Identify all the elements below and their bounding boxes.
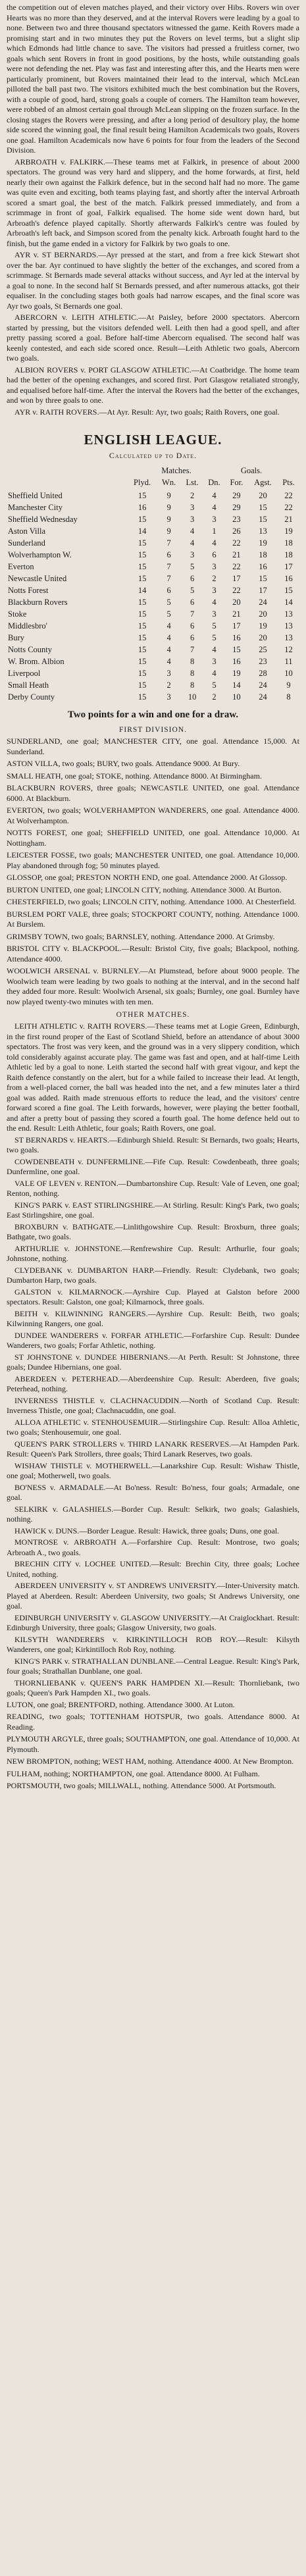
result-paragraph: NEW BROMPTON, nothing; WEST HAM, nothing. Attendance 4000. At New Brompton.	[7, 1757, 294, 1766]
cell-points: 13	[284, 633, 293, 642]
league-table	[7, 466, 299, 703]
cell-drawn: 3	[212, 515, 217, 524]
other-matches-results	[7, 1021, 299, 1699]
result-paragraph: COWDENBEATH v. DUNFERMLINE.—Fife Cup. Result: Cowdenbeath, three goals; Dunfermline, one goal.	[7, 1156, 299, 1176]
table-row	[7, 513, 299, 525]
cell-points: 16	[284, 574, 293, 583]
result-paragraph: DUNDEE WANDERERS v. FORFAR ATHLETIC.—Forfarshire Cup. Result: Dundee Wanderers, two goals; Forfar Athletic, nothing.	[7, 1330, 299, 1350]
scottish-match-reports	[7, 3, 299, 417]
cell-lost: 6	[190, 574, 195, 583]
cell-goals-for: 10	[232, 692, 241, 702]
report-paragraph: ARBROATH v. FALKIRK.—These teams met at Falkirk, in presence of about 2000 spectators. The ground was very hard and slippery, and the home forwards, at first, held nearly their own against the Falkirk defence, but in the second half had no more. The game was quite even and exciting, both teams playing fast, and shortly after the interval Arbroath scored a smart goal, the best of the match. Falkirk pressed immediately, and from a scrimmage in front of goal, Falkirk equalised. The home side went down hard, but Arbroath's defence played capitally. Shortly afterwards Falkirk's centre was fouled by Arbroath's left back, and Simpson scored from the penalty kick. Arbroath fought hard to the finish, but the game ended in a victory for Falkirk by two goals to one.	[7, 157, 299, 248]
table-row	[7, 502, 299, 513]
col-drawn: Dn.	[208, 478, 220, 487]
cell-drawn: 4	[212, 645, 217, 654]
cell-played: 15	[138, 621, 147, 631]
cell-played: 15	[138, 598, 147, 607]
result-paragraph: ASTON VILLA, two goals; BURY, two goals. Attendance 9000. At Bury.	[7, 759, 240, 768]
cell-played: 15	[138, 515, 147, 524]
cell-goals-against: 17	[259, 586, 267, 595]
cell-goals-against: 24	[259, 681, 267, 690]
club-name: Sheffield United	[8, 491, 63, 500]
cell-won: 4	[166, 633, 171, 642]
cell-played: 15	[138, 669, 147, 678]
result-paragraph: READING, two goals; TOTTENHAM HOTSPUR, two goals. Attendance 8000. At Reading.	[7, 1712, 299, 1732]
result-paragraph: CLYDEBANK v. DUMBARTON HARP.—Friendly. Result: Clydebank, two goals; Dumbarton Harp, two goals.	[7, 1265, 299, 1285]
cell-played: 15	[138, 657, 147, 666]
cell-lost: 6	[190, 621, 195, 631]
club-name: Sunderland	[8, 538, 45, 548]
cell-points: 12	[284, 645, 293, 654]
table-row	[7, 596, 299, 608]
cell-won: 7	[166, 562, 171, 571]
cell-points: 13	[284, 621, 293, 631]
cell-goals-for: 21	[232, 609, 241, 619]
result-paragraph: ALLOA ATHLETIC v. STENHOUSEMUIR.—Stirlingshire Cup. Result: Alloa Athletic, two goals; Stenhousemuir, one goal.	[7, 1417, 299, 1437]
cell-points: 8	[286, 692, 291, 702]
club-name: Middlesbro'	[8, 621, 47, 631]
header-blank	[7, 478, 128, 490]
club-name: Notts Forest	[8, 586, 49, 595]
section-subtitle: Calculated up to Date.	[109, 451, 197, 460]
result-paragraph: FULHAM, nothing; NORTHAMPTON, one goal. Attendance 8000. At Fulham.	[7, 1768, 260, 1778]
cell-played: 15	[138, 609, 147, 619]
cell-lost: 5	[190, 586, 195, 595]
points-note: Two points for a win and one for a draw.	[67, 709, 239, 720]
cell-lost: 8	[190, 681, 195, 690]
result-paragraph: THORNLIEBANK v. QUEEN'S PARK HAMPDEN XI.—Result: Thornliebank, two goals; Queen's Park Hampden XI., two goals.	[7, 1678, 299, 1697]
cell-lost: 8	[190, 657, 195, 666]
cell-goals-for: 21	[232, 550, 241, 559]
cell-goals-against: 28	[259, 669, 267, 678]
result-paragraph: LEITH ATHLETIC v. RAITH ROVERS.—These teams met at Logie Green, Edinburgh, in the first round proper of the East of Scotland Shield, before an attendance of about 3000 spectators. The frost was very keen, and the ground was in a very slippery condition, which told considerably against accurate play. The game was fast and open, and at half-time Leith Athletic led by a goal to none. Leith started the second half with great vigour, and kept the Raith defence constantly on the alert, but for a while failed to increase their lead. At length, from a well-placed corner, the ball was headed into the net, and a few minutes later a third goal was added. Raith made strenuous efforts to reduce the lead, and the visitors' centre forward scored a fine goal. The Leith forwards, however, were playing the better football, and after a pretty bout of passing they scored a fourth goal. The home defence held out to the end. Result: Leith Athletic, four goals; Raith Rovers, one goal.	[7, 1021, 299, 1133]
other-matches-heading: OTHER MATCHES.	[116, 1011, 190, 1019]
cell-goals-for: 19	[232, 669, 241, 678]
club-name: Bury	[8, 633, 24, 642]
result-paragraph: EVERTON, two goals; WOLVERHAMPTON WANDERERS, one goal. Attendance 4000. At Wolverhampton.	[7, 806, 299, 825]
cell-goals-for: 26	[232, 527, 241, 536]
cell-drawn: 4	[212, 503, 217, 512]
cell-points: 22	[284, 503, 293, 512]
league-table-body	[7, 490, 299, 703]
cell-won: 3	[166, 669, 171, 678]
cell-played: 15	[138, 538, 147, 548]
result-paragraph: VALE OF LEVEN v. RENTON.—Dumbartonshire Cup. Result: Vale of Leven, one goal; Renton, nothing.	[7, 1178, 299, 1198]
col-lost: Lst.	[186, 478, 199, 487]
cell-drawn: 4	[212, 491, 217, 500]
club-name: Everton	[8, 562, 34, 571]
result-paragraph: SMALL HEATH, one goal; STOKE, nothing. Attendance 8000. At Birmingham.	[7, 771, 262, 781]
result-paragraph: KING'S PARK v. EAST STIRLINGSHIRE.—At Stirling. Result: King's Park, two goals; East Stirlingshire, one goal.	[7, 1200, 299, 1220]
cell-won: 9	[166, 503, 171, 512]
cell-lost: 10	[188, 692, 197, 702]
table-row	[7, 679, 299, 691]
cell-goals-against: 20	[259, 633, 267, 642]
cell-lost: 4	[190, 538, 195, 548]
result-paragraph: QUEEN'S PARK STROLLERS v. THIRD LANARK RESERVES.—At Hampden Park. Result: Queen's Park Strollers, three goals; Third Lanark Reserves, two goals.	[7, 1439, 299, 1458]
cell-goals-for: 22	[232, 538, 241, 548]
cell-played: 15	[138, 633, 147, 642]
cell-lost: 3	[190, 503, 195, 512]
cell-points: 10	[284, 669, 293, 678]
report-paragraph: the competition out of eleven matches played, and their victory over Hibs. Rovers win over Hearts was no more than they deserved, and at the interval Rovers were leading by a goal to none. Between two and three thousand spectators witnessed the game. Keith Rovers made a promising start and in two minutes they put the Rovers on level terms, but a slight slip which Edmonds had little chance to save. The visitors had pressed a fruitless corner, two goals which sent Rovers in front in good positions, by the hosts, while outstanding goals were not defending the net. Play was fast and interesting after this, and the Hearts men were particularly prominent, but Rovers maintained their lead to the interval, which McLean pilloted the ball past two. The visitors exhibited much the best combination but the Rovers, with a couple of good, hard, strong goals a couple of corners. The Hamilton team however, were robbed of an almost certain goal through McLean slipping on the frozen surface. In the closing stages the Rovers were pressing, and after a long period of desultory play, the home side scored the winning goal, the final result being Hamilton Academicals two goals, Rovers one goal. Hamilton Academicals now have 6 points for four from the leaders of the Second Division.	[7, 3, 299, 155]
result-paragraph: ST JOHNSTONE v. DUNDEE HIBERNIANS.—At Perth. Result: St Johnstone, three goals; Dundee Hibernians, one goal.	[7, 1352, 299, 1372]
header-matches: Matches.	[161, 466, 191, 475]
cell-goals-for: 23	[232, 515, 241, 524]
table-row	[7, 667, 299, 679]
result-paragraph: KING'S PARK v. STRATHALLAN DUNBLANE.—Central League. Result: King's Park, four goals; Strathallan Dunblane, one goal.	[7, 1656, 299, 1676]
cell-played: 15	[138, 645, 147, 654]
cell-goals-against: 16	[259, 562, 267, 571]
cell-goals-for: 15	[232, 645, 241, 654]
club-name: Aston Villa	[8, 527, 46, 536]
cell-lost: 3	[190, 550, 195, 559]
cell-drawn: 5	[212, 621, 217, 631]
result-paragraph: GALSTON v. KILMARNOCK.—Ayrshire Cup. Played at Galston before 2000 spectators. Result: Galston, one goal; Kilmarnock, three goals.	[7, 1287, 299, 1306]
result-paragraph: ABERDEEN v. PETERHEAD.—Aberdeenshire Cup. Result: Aberdeen, five goals; Peterhead, nothing.	[7, 1374, 299, 1393]
cell-goals-for: 14	[232, 681, 241, 690]
cell-played: 15	[138, 562, 147, 571]
table-column-header	[7, 478, 299, 490]
cell-won: 9	[166, 527, 171, 536]
cell-goals-against: 15	[259, 503, 267, 512]
club-name: Manchester City	[8, 503, 63, 512]
club-name: Sheffield Wednesday	[8, 515, 78, 524]
cell-drawn: 5	[212, 633, 217, 642]
club-name: Derby County	[8, 692, 55, 702]
club-name: Small Heath	[8, 681, 49, 690]
cell-goals-against: 15	[259, 515, 267, 524]
cell-points: 22	[284, 491, 293, 500]
result-paragraph: PLYMOUTH ARGYLE, three goals; SOUTHAMPTON, one goal. Attendance of 10,000. At Plymouth.	[7, 1734, 299, 1754]
cell-drawn: 4	[212, 669, 217, 678]
club-name: Blackburn Rovers	[8, 598, 68, 607]
table-row	[7, 656, 299, 667]
cell-drawn: 2	[212, 574, 217, 583]
cell-goals-against: 24	[259, 692, 267, 702]
result-paragraph: BLACKBURN ROVERS, three goals; NEWCASTLE UNITED, one goal. Attendance 6000. At Blackburn.	[7, 783, 299, 803]
cell-drawn: 3	[212, 657, 217, 666]
report-paragraph: ABERCORN v. LEITH ATHLETIC.—At Paisley, before 2000 spectators. Abercorn started by pressing, but the visitors defended well. Leith then had a good spell, and after pretty passing scored a goal. Before half-time Abercorn equalised. The second half was keenly contested, and each side scored once. Result—Leith Athletic two goals, Abercorn two goals.	[7, 313, 299, 363]
cell-won: 2	[166, 681, 171, 690]
cell-goals-against: 23	[259, 657, 267, 666]
club-name: Newcastle United	[8, 574, 67, 583]
club-name: Stoke	[8, 609, 27, 619]
cell-goals-for: 17	[232, 574, 241, 583]
cell-points: 21	[284, 515, 293, 524]
cell-points: 13	[284, 609, 293, 619]
result-paragraph: ST BERNARDS v. HEARTS.—Edinburgh Shield. Result: St Bernards, two goals; Hearts, two goals.	[7, 1135, 299, 1154]
cell-goals-for: 22	[232, 586, 241, 595]
col-points: Pts.	[282, 478, 295, 487]
result-paragraph: EDINBURGH UNIVERSITY v. GLASGOW UNIVERSITY.—At Craiglockhart. Result: Edinburgh University, three goals; Glasgow University, two goals.	[7, 1612, 299, 1632]
cell-won: 4	[166, 657, 171, 666]
club-name: W. Brom. Albion	[8, 657, 64, 666]
result-paragraph: SELKIRK v. GALASHIELS.—Border Cup. Result: Selkirk, two goals; Galashiels, nothing.	[7, 1504, 299, 1524]
header-blank	[278, 466, 299, 478]
header-blank	[7, 466, 128, 478]
report-paragraph: ALBION ROVERS v. PORT GLASGOW ATHLETIC.—At Coatbridge. The home team had the better of the opening exchanges, and scored first. Port Glasgow retaliated strongly, and equalised before half-time. After the interval the Rovers had the better of the exchanges, and won by three goals to one.	[7, 365, 299, 405]
table-row	[7, 525, 299, 537]
table-row	[7, 561, 299, 573]
result-paragraph: ARTHURLIE v. JOHNSTONE.—Renfrewshire Cup. Result: Arthurlie, four goals; Johnstone, nothing.	[7, 1243, 299, 1263]
cell-played: 16	[138, 503, 147, 512]
table-row	[7, 573, 299, 584]
cell-goals-for: 16	[232, 633, 241, 642]
cell-lost: 6	[190, 598, 195, 607]
cell-won: 9	[166, 515, 171, 524]
cell-lost: 8	[190, 669, 195, 678]
result-paragraph: LEICESTER FOSSE, two goals; MANCHESTER UNITED, one goal. Attendance 10,000. Play abandoned through fog; 50 minutes played.	[7, 850, 299, 870]
result-paragraph: HAWICK v. DUNS.—Border League. Result: Hawick, three goals; Duns, one goal.	[14, 1526, 280, 1535]
report-paragraph: AYR v. ST BERNARDS.—Ayr pressed at the start, and from a free kick Stewart shot over the bar. Ayr continued to have slightly the better of the exchanges, and scored from a scrimmage. St Bernards made several attacks without success, and Ayr led at the interval by a goal to none. In the second half St Bernards pressed, and after numerous attacks, got their equaliser. In the concluding stages both goals had narrow escapes, and the final score was Ayr two goals, St Bernards one goal.	[7, 250, 299, 311]
club-name: Notts County	[8, 645, 53, 654]
result-paragraph: BRECHIN CITY v. LOCHEE UNITED.—Result: Brechin City, three goals; Lochee United, nothing.	[7, 1559, 299, 1579]
cell-goals-against: 19	[259, 538, 267, 548]
cell-goals-against: 20	[259, 491, 267, 500]
table-row	[7, 608, 299, 620]
cell-points: 15	[284, 586, 293, 595]
header-goals: Goals.	[240, 466, 263, 475]
result-paragraph: BROXBURN v. BATHGATE.—Linlithgowshire Cup. Result: Broxburn, three goals; Bathgate, two goals.	[7, 1222, 299, 1241]
cell-points: 18	[284, 538, 293, 548]
result-paragraph: ABERDEEN UNIVERSITY v. ST ANDREWS UNIVERSITY.—Inter-University match. Played at Aberdeen. Result: Aberdeen University, two goals; St Andrews University, one goal.	[7, 1581, 299, 1610]
result-paragraph: SUNDERLAND, one goal; MANCHESTER CITY, one goal. Attendance 15,000. At Sunderland.	[7, 736, 299, 756]
result-paragraph: LUTON, one goal; BRENTFORD, nothing. Attendance 3000. At Luton.	[7, 1699, 235, 1709]
table-row	[7, 537, 299, 549]
table-group-header	[7, 466, 299, 478]
col-won: Wn.	[162, 478, 176, 487]
cell-lost: 6	[190, 633, 195, 642]
cell-won: 6	[166, 586, 171, 595]
cell-played: 15	[138, 681, 147, 690]
cell-won: 7	[166, 574, 171, 583]
table-row	[7, 490, 299, 502]
table-row	[7, 549, 299, 561]
cell-goals-against: 13	[259, 527, 267, 536]
result-paragraph: PORTSMOUTH, two goals; MILLWALL, nothing. Attendance 5000. At Portsmouth.	[7, 1781, 276, 1790]
club-name: Wolverhampton W.	[8, 550, 72, 559]
section-title: ENGLISH LEAGUE.	[84, 432, 222, 448]
col-played: Plyd.	[134, 478, 151, 487]
cell-won: 4	[166, 645, 171, 654]
cell-played: 15	[138, 550, 147, 559]
cell-drawn: 3	[212, 609, 217, 619]
cell-played: 15	[138, 491, 147, 500]
cell-points: 9	[286, 681, 291, 690]
result-paragraph: BO'NESS v. ARMADALE.—At Bo'ness. Result: Bo'ness, four goals; Armadale, one goal.	[7, 1482, 299, 1502]
cell-won: 4	[166, 621, 171, 631]
cell-points: 17	[284, 562, 293, 571]
table-row	[7, 620, 299, 632]
cell-drawn: 5	[212, 681, 217, 690]
result-paragraph: INVERNESS THISTLE v. CLACHNACUDDIN.—North of Scotland Cup. Result: Inverness Thistle, one goal; Clachnacuddin, one goal.	[7, 1395, 299, 1415]
cell-lost: 2	[190, 491, 195, 500]
cell-played: 15	[138, 574, 147, 583]
cell-points: 11	[284, 657, 293, 666]
cell-drawn: 4	[212, 538, 217, 548]
club-name: Liverpool	[8, 669, 41, 678]
table-row	[7, 644, 299, 656]
cell-lost: 4	[190, 527, 195, 536]
report-paragraph: AYR v. RAITH ROVERS.—At Ayr. Result: Ayr, two goals; Raith Rovers, one goal.	[14, 407, 280, 417]
table-row	[7, 632, 299, 644]
result-paragraph: CHESTERFIELD, two goals; LINCOLN CITY, nothing. Attendance 1000. At Chesterfield.	[7, 897, 296, 906]
result-paragraph: NOTTS FOREST, one goal; SHEFFIELD UNITED, one goal. Attendance 10,000. At Nottingham.	[7, 828, 299, 848]
cell-goals-against: 25	[259, 645, 267, 654]
result-paragraph: KILSYTH WANDERERS v. KIRKINTILLOCH ROB ROY.—Result: Kilsyth Wanderers, one goal; Kirkintilloch Rob Roy, nothing.	[7, 1634, 299, 1654]
cell-played: 14	[138, 527, 147, 536]
result-paragraph: BURTON UNITED, one goal; LINCOLN CITY, nothing. Attendance 3000. At Burton.	[7, 885, 282, 894]
cell-goals-against: 20	[259, 609, 267, 619]
cell-goals-for: 16	[232, 657, 241, 666]
cell-won: 3	[166, 692, 171, 702]
cell-won: 7	[166, 538, 171, 548]
result-paragraph: GLOSSOP, one goal; PRESTON NORTH END, one goal. Attendance 2000. At Glossop.	[7, 873, 288, 882]
cell-drawn: 2	[212, 692, 217, 702]
cell-points: 19	[284, 527, 293, 536]
cell-goals-for: 17	[232, 621, 241, 631]
cell-goals-for: 29	[232, 491, 241, 500]
table-row	[7, 584, 299, 596]
cell-drawn: 1	[212, 527, 217, 536]
cell-lost: 5	[190, 562, 195, 571]
result-paragraph: BEITH v. KILWINNING RANGERS.—Ayrshire Cup. Result: Beith, two goals; Kilwinning Rangers, one goal.	[7, 1308, 299, 1328]
cell-won: 6	[166, 550, 171, 559]
first-division-heading: FIRST DIVISION.	[119, 726, 187, 734]
cell-goals-against: 15	[259, 574, 267, 583]
cell-points: 18	[284, 550, 293, 559]
cell-played: 14	[138, 586, 147, 595]
cell-won: 5	[166, 609, 171, 619]
southern-results	[7, 1700, 299, 1791]
cell-drawn: 6	[212, 550, 217, 559]
cell-won: 5	[166, 598, 171, 607]
col-against: Agst.	[254, 478, 272, 487]
cell-goals-against: 19	[259, 621, 267, 631]
cell-lost: 7	[190, 609, 195, 619]
cell-won: 9	[166, 491, 171, 500]
result-paragraph: GRIMSBY TOWN, two goals; BARNSLEY, nothing. Attendance 2000. At Grimsby.	[7, 931, 275, 941]
cell-goals-against: 18	[259, 550, 267, 559]
result-paragraph: WISHAW THISTLE v. MOTHERWELL.—Lanarkshire Cup. Result: Wishaw Thistle, one goal; Motherwell, two goals.	[7, 1460, 299, 1480]
cell-points: 14	[284, 598, 293, 607]
cell-lost: 3	[190, 515, 195, 524]
cell-goals-against: 24	[259, 598, 267, 607]
cell-drawn: 4	[212, 598, 217, 607]
result-paragraph: MONTROSE v. ARBROATH A.—Forfarshire Cup. Result: Montrose, two goals; Arbroath A., two goals.	[7, 1537, 299, 1557]
first-division-results	[7, 736, 299, 1007]
cell-drawn: 3	[212, 562, 217, 571]
result-paragraph: BURSLEM PORT VALE, three goals; STOCKPORT COUNTY, nothing. Attendance 1000. At Burslem.	[7, 909, 299, 929]
table-row	[7, 691, 299, 703]
cell-goals-for: 20	[232, 598, 241, 607]
col-for: For.	[230, 478, 243, 487]
result-paragraph: BRISTOL CITY v. BLACKPOOL.—Result: Bristol City, five goals; Blackpool, nothing. Attendance 4000.	[7, 944, 299, 964]
cell-played: 15	[138, 692, 147, 702]
cell-goals-for: 22	[232, 562, 241, 571]
cell-goals-for: 29	[232, 503, 241, 512]
cell-lost: 7	[190, 645, 195, 654]
cell-drawn: 3	[212, 586, 217, 595]
result-paragraph: WOOLWICH ARSENAL v. BURNLEY.—At Plumstead, before about 9000 people. The Woolwich team were leading by two goals to nothing at the interval, and in the second half they added four more. Result: Woolwich Arsenal, six goals; Burnley, one goal. Burnley have now played twenty-two minutes with ten men.	[7, 966, 299, 1006]
